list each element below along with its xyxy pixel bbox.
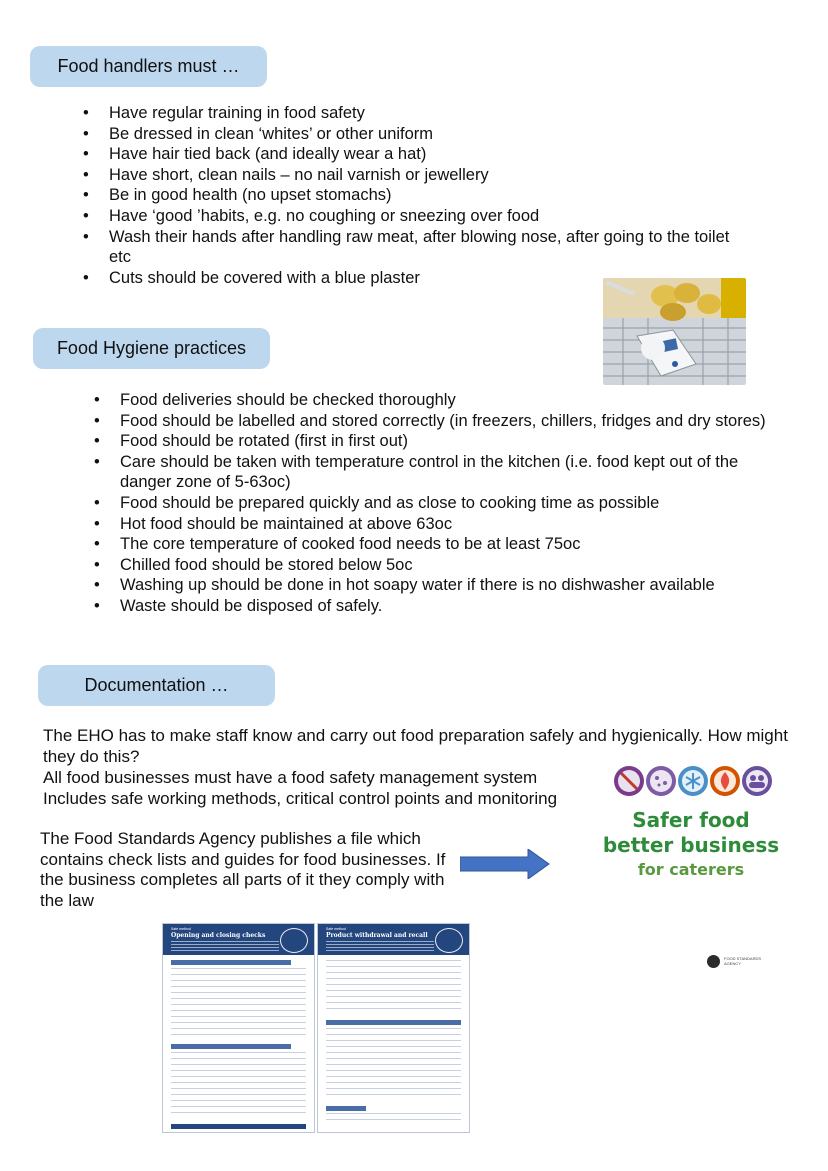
thumbnail-header	[163, 924, 314, 955]
list-item: • Be in good health (no upset stomachs)	[81, 185, 741, 206]
list-item: • Have short, clean nails – no nail varnish or jewellery	[81, 165, 741, 186]
thermometer-probe-icon	[603, 278, 746, 385]
list-item: • Food deliveries should be checked thoroughly	[92, 390, 782, 411]
list-item: • Food should be labelled and stored correctly (in freezers, chillers, fridges and dry stores)	[92, 411, 782, 432]
thumbnail-title: Opening and closing checks	[171, 932, 266, 939]
fsa-logo-icon	[707, 955, 720, 968]
eho-paragraph: The EHO has to make staff know and carry out food preparation safely and hygienically. How might they do this?	[43, 726, 788, 766]
thumbnail-section-bar	[171, 960, 291, 965]
methods-text: Includes safe working methods, critical control points and monitoring	[43, 789, 558, 808]
thumbnail-footer	[171, 1124, 306, 1129]
thumbnail-section-bar	[326, 1106, 366, 1111]
section-heading-hygiene	[33, 328, 270, 369]
sfbb-logo	[600, 808, 782, 882]
thumbnail-checklist	[171, 968, 306, 1038]
thumbnail-checklist	[171, 1052, 306, 1114]
opening-closing-checks-thumbnail	[162, 923, 315, 1133]
list-item: • Hot food should be maintained at above 63oc	[92, 514, 782, 535]
list-item: • Chilled food should be stored below 5oc	[92, 555, 782, 576]
arrow-right-icon	[460, 849, 550, 879]
section-heading-food-handlers	[30, 46, 267, 87]
list-item: • Be dressed in clean ‘whites’ or other uniform	[81, 124, 741, 145]
sfbb-hazard-icons	[612, 764, 772, 798]
people-icon	[435, 928, 463, 953]
heading-text: Food Hygiene practices	[56, 338, 247, 358]
sfbb-line3: for caterers	[637, 860, 745, 879]
list-item: • Have hair tied back (and ideally wear a hat)	[81, 144, 741, 165]
thumbnail-title: Product withdrawal and recall	[326, 932, 428, 939]
list-item: • Wash their hands after handling raw meat, after blowing nose, after going to the toilet etc	[81, 227, 741, 268]
list-item: • Cuts should be covered with a blue plaster	[81, 268, 741, 289]
thumbnail-header	[318, 924, 469, 955]
list-item: • Have regular training in food safety	[81, 103, 741, 124]
list-item: • Washing up should be done in hot soapy water if there is no dishwasher available	[92, 575, 782, 596]
list-item: • Food should be rotated (first in first out)	[92, 431, 782, 452]
heading-text: Food handlers must …	[57, 56, 240, 76]
thumbnail-intro	[171, 941, 279, 951]
thermometer-photo	[603, 278, 746, 385]
thumbnail-table-header	[326, 1020, 461, 1025]
product-withdrawal-thumbnail	[317, 923, 470, 1133]
section-heading-documentation	[38, 665, 275, 706]
list-item: • Care should be taken with temperature control in the kitchen (i.e. food kept out of the danger zone of 5-63oc)	[92, 452, 782, 493]
thumbnail-section-bar	[171, 1044, 291, 1049]
fsa-paragraph: The Food Standards Agency publishes a file which contains check lists and guides for food businesses. If the business completes all parts of it they comply with the law	[40, 829, 446, 910]
list-item: • Have ‘good ’habits, e.g. no coughing or sneezing over food	[81, 206, 741, 227]
thumbnail-body-text	[326, 960, 461, 1014]
thumbnail-table	[326, 1028, 461, 1100]
list-item: • Waste should be disposed of safely.	[92, 596, 782, 617]
thumbnail-kicker: Safe method	[171, 927, 191, 931]
fsms-text: All food businesses must have a food safety management system	[43, 768, 538, 787]
sfbb-line2: better business	[602, 833, 780, 857]
sfbb-line1: Safer food	[632, 808, 750, 832]
thumbnail-kicker: Safe method	[326, 927, 346, 931]
thumbnail-intro	[326, 941, 434, 951]
people-icon	[280, 928, 308, 953]
heading-text: Documentation …	[84, 675, 229, 695]
food-handlers-list	[81, 103, 741, 288]
fsa-logo-text: FOOD STANDARDS AGENCY	[724, 956, 762, 966]
thumbnail-body-text	[326, 1113, 461, 1125]
hygiene-list	[92, 390, 782, 617]
list-item: • The core temperature of cooked food needs to be at least 75oc	[92, 534, 782, 555]
list-item: • Food should be prepared quickly and as close to cooking time as possible	[92, 493, 782, 514]
